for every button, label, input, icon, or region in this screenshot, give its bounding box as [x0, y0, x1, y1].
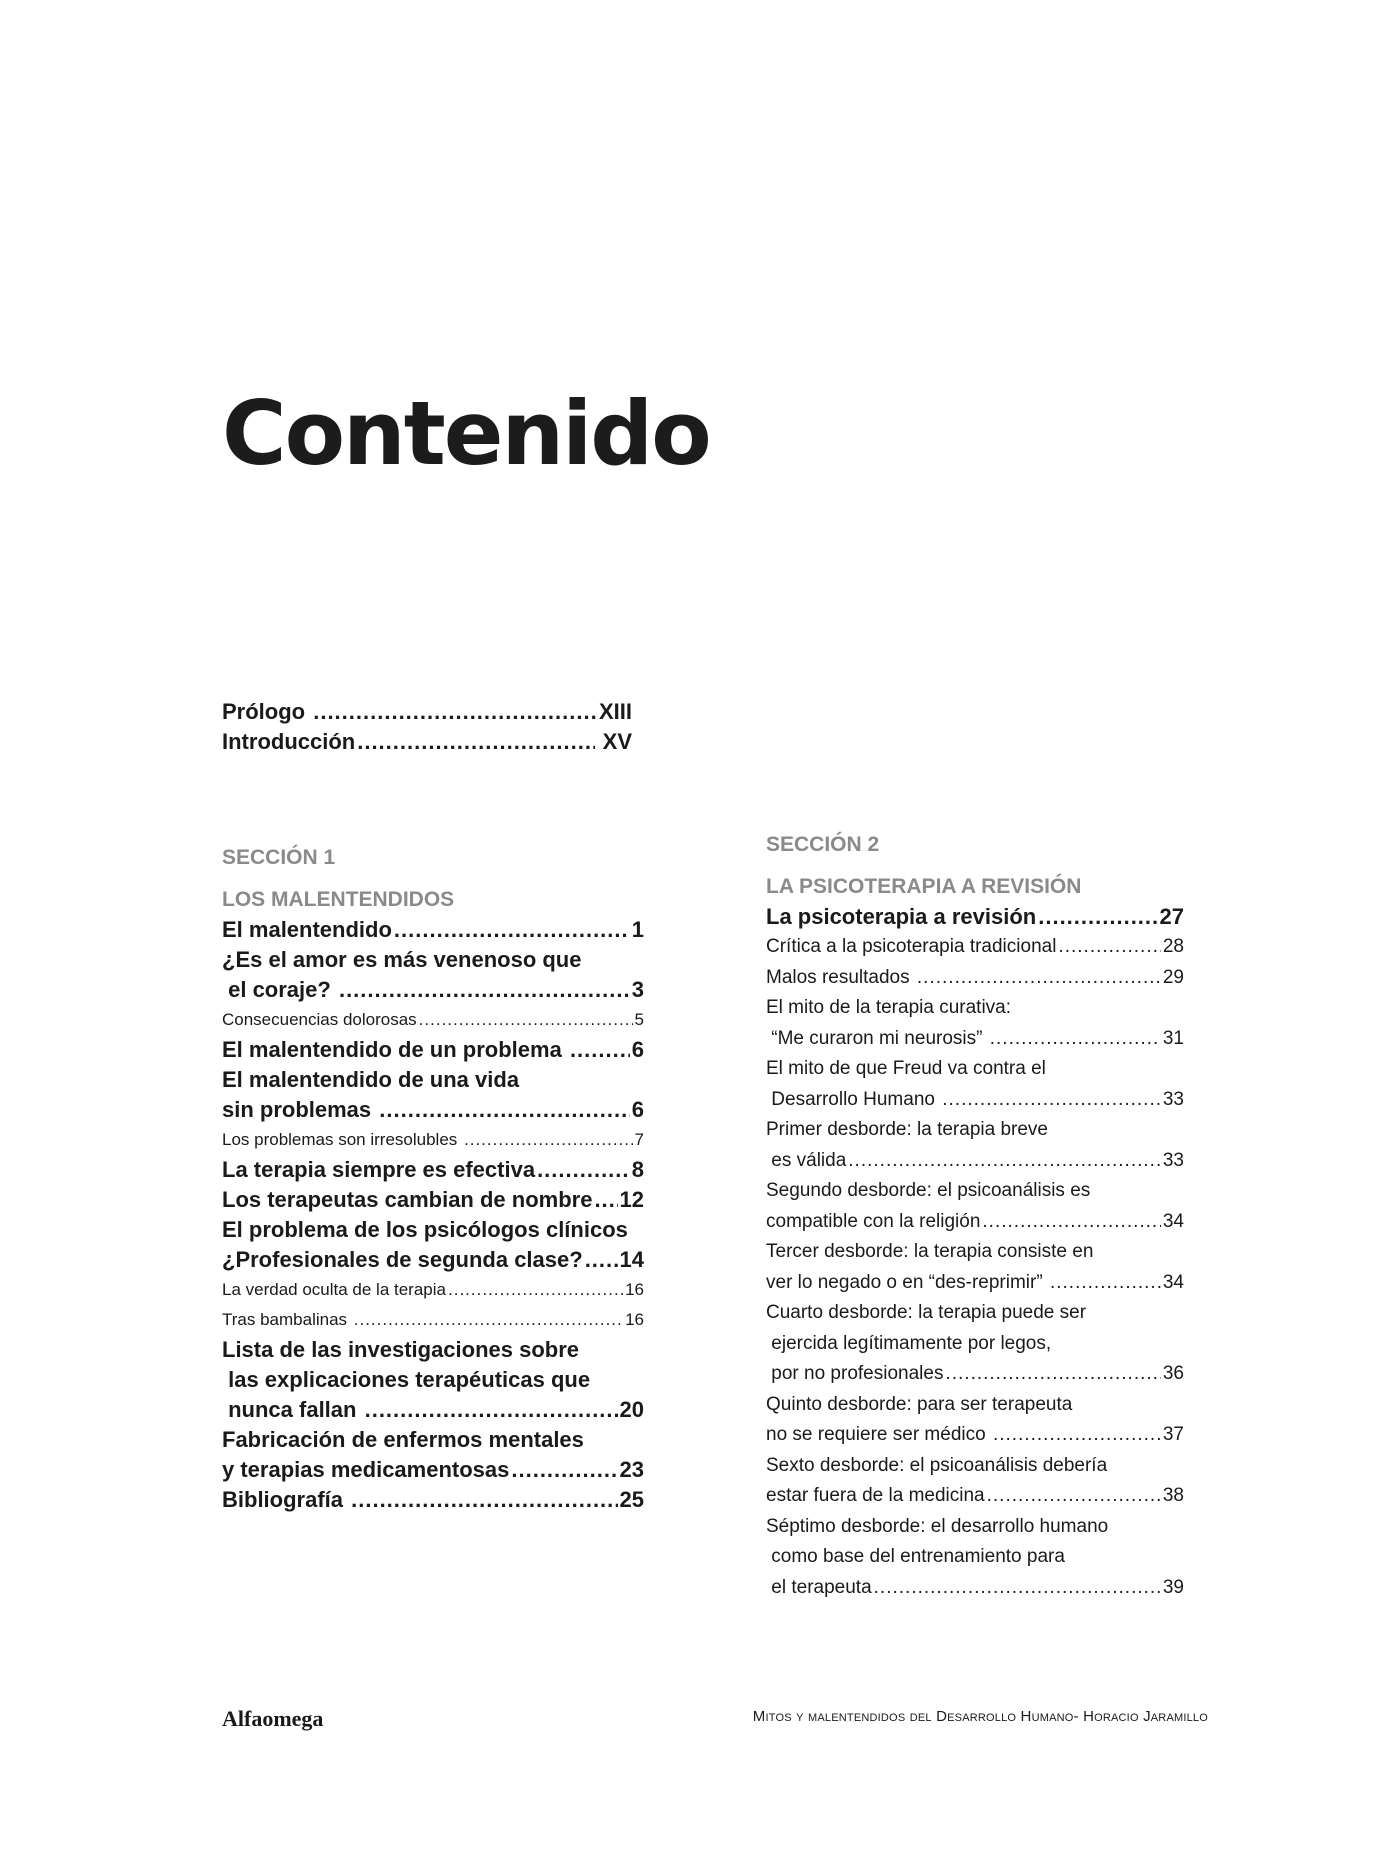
toc-entry-page: 33 — [1162, 1149, 1184, 1171]
toc-entry-page: 31 — [1162, 1027, 1184, 1049]
toc-entry-page: 8 — [631, 1157, 644, 1182]
toc-entry[interactable] — [222, 1005, 644, 1035]
section-1-entries — [222, 915, 644, 1515]
toc-entry[interactable] — [766, 1176, 1184, 1237]
toc-entry-page: 34 — [1162, 1271, 1184, 1293]
dot-leader — [993, 1420, 1161, 1451]
page-title: Contenido — [222, 382, 710, 485]
dot-leader — [339, 975, 630, 1005]
toc-entry[interactable] — [222, 1155, 644, 1185]
toc-entry-page: 25 — [619, 1487, 644, 1512]
toc-entry[interactable] — [766, 932, 1184, 963]
section-2-column — [766, 830, 1184, 1603]
toc-entry-line: El mito de que Freud va contra el — [766, 1058, 1046, 1079]
toc-entry-page: 39 — [1162, 1576, 1184, 1598]
toc-entry-line: Segundo desborde: el psicoanálisis es — [766, 1180, 1091, 1201]
section-number: SECCIÓN 1 — [222, 846, 336, 869]
toc-entry-title: el terapeuta — [766, 1576, 872, 1598]
toc-entry[interactable] — [222, 1065, 644, 1125]
toc-entry-title: Prólogo — [222, 699, 312, 724]
dot-leader — [379, 1095, 629, 1125]
toc-entry-title: Desarrollo Humano — [766, 1088, 941, 1110]
dot-leader — [354, 1305, 623, 1335]
toc-entry[interactable] — [222, 945, 644, 1005]
toc-entry-title: es válida — [766, 1149, 847, 1171]
toc-entry[interactable] — [766, 1390, 1184, 1451]
toc-entry-line: Fabricación de enfermos mentales — [222, 1427, 584, 1452]
toc-entry-page: 6 — [631, 1037, 644, 1062]
toc-entry-title: ¿Profesionales de segunda clase? — [222, 1247, 583, 1272]
toc-entry-line: Cuarto desborde: la terapia puede ser — [766, 1302, 1087, 1323]
toc-entry-title: Tras bambalinas — [222, 1310, 352, 1329]
toc-entry[interactable] — [222, 1215, 644, 1275]
toc-entry-title: compatible con la religión — [766, 1210, 981, 1232]
dot-leader — [1038, 902, 1157, 932]
dot-leader — [537, 1155, 630, 1185]
publisher-logo: Alfaomega — [222, 1706, 324, 1731]
toc-entry-line: Quinto desborde: para ser terapeuta — [766, 1393, 1073, 1415]
dot-leader — [394, 915, 630, 945]
dot-leader — [1050, 1268, 1161, 1299]
toc-entry-page: XV — [596, 729, 632, 754]
toc-entry-page: 27 — [1159, 904, 1184, 929]
toc-entry-title: “Me curaron mi neurosis” — [766, 1027, 988, 1049]
toc-entry-title: Introducción — [222, 729, 356, 754]
toc-entry-page: 34 — [1162, 1210, 1184, 1232]
dot-leader — [365, 1395, 618, 1425]
toc-entry-line: Lista de las investigaciones sobre — [222, 1337, 580, 1362]
toc-entry-prologo[interactable] — [222, 697, 632, 727]
toc-entry[interactable] — [766, 1054, 1184, 1115]
toc-entry-line: ¿Es el amor es más venenoso que — [222, 947, 582, 972]
toc-entry-page: XIII — [598, 699, 632, 724]
toc-entry[interactable] — [222, 1335, 644, 1425]
dot-leader — [419, 1005, 633, 1035]
toc-entry-title: sin problemas — [222, 1097, 378, 1122]
toc-entry[interactable] — [222, 1485, 644, 1515]
dot-leader — [990, 1024, 1161, 1055]
toc-entry-title: estar fuera de la medicina — [766, 1485, 985, 1506]
toc-entry-page: 6 — [631, 1097, 644, 1122]
toc-entry-page: 20 — [619, 1397, 644, 1422]
toc-entry-title: por no profesionales — [766, 1363, 944, 1384]
toc-entry[interactable] — [222, 1035, 644, 1065]
running-footer — [753, 1708, 1208, 1725]
toc-entry-page: 36 — [1162, 1363, 1184, 1384]
toc-entry-page: 5 — [634, 1010, 644, 1029]
toc-entry-title: Crítica a la psicoterapia tradicional — [766, 936, 1057, 957]
section-name: LOS MALENTENDIDOS — [222, 888, 455, 911]
toc-entry[interactable] — [766, 1451, 1184, 1512]
toc-entry[interactable] — [222, 915, 644, 945]
running-head-text: Mitos y malentendidos del Desarrollo Humano- Horacio Jaramillo — [752, 1708, 1208, 1725]
toc-entry-page: 37 — [1162, 1424, 1184, 1445]
dot-leader — [945, 1359, 1160, 1390]
toc-entry-page: 38 — [1162, 1485, 1184, 1506]
toc-entry-page: 29 — [1162, 966, 1184, 988]
toc-entry-page: 7 — [634, 1130, 644, 1149]
toc-entry-line: El malentendido de una vida — [222, 1067, 520, 1092]
toc-entry-title: El malentendido de un problema — [222, 1037, 568, 1062]
section-1-column — [222, 843, 644, 1515]
toc-entry-page: 12 — [619, 1187, 644, 1212]
dot-leader — [357, 727, 594, 757]
toc-entry-title: Los problemas son irresolubles — [222, 1130, 463, 1149]
toc-entry-introduccion[interactable] — [222, 727, 632, 757]
toc-entry-title: el coraje? — [222, 977, 337, 1002]
toc-entry-page: 28 — [1162, 936, 1184, 957]
toc-entry[interactable] — [766, 1298, 1184, 1390]
toc-entry-line: Primer desborde: la terapia breve — [766, 1119, 1048, 1140]
toc-entry-title: El malentendido — [222, 917, 392, 942]
toc-entry-line: El mito de la terapia curativa: — [766, 997, 1012, 1018]
dot-leader — [448, 1275, 623, 1305]
dot-leader — [874, 1573, 1161, 1604]
dot-leader — [942, 1085, 1161, 1116]
dot-leader — [351, 1485, 617, 1515]
toc-entry-page: 1 — [631, 917, 644, 942]
toc-entry-title: y terapias medicamentosas — [222, 1457, 510, 1482]
toc-entry[interactable] — [766, 993, 1184, 1054]
toc-entry-page: 16 — [625, 1310, 644, 1329]
dot-leader — [848, 1146, 1161, 1177]
dot-leader — [987, 1481, 1161, 1512]
toc-entry-title: Malos resultados — [766, 966, 915, 988]
dot-leader — [464, 1125, 633, 1155]
toc-entry[interactable] — [766, 963, 1184, 994]
toc-entry-title: Consecuencias dolorosas — [222, 1010, 417, 1029]
toc-entry-page: 14 — [619, 1247, 644, 1272]
toc-entry[interactable] — [222, 1125, 644, 1155]
dot-leader — [313, 697, 597, 727]
toc-entry-page: 23 — [619, 1457, 644, 1482]
toc-entry[interactable] — [766, 1115, 1184, 1176]
section-number: SECCIÓN 2 — [766, 833, 880, 856]
toc-entry[interactable] — [766, 902, 1184, 932]
front-matter-list — [222, 697, 632, 757]
toc-entry-title: La terapia siempre es efectiva — [222, 1157, 536, 1182]
toc-entry-title: Los terapeutas cambian de nombre — [222, 1187, 593, 1212]
dot-leader — [594, 1185, 617, 1215]
toc-entry-line: ejercida legítimamente por legos, — [766, 1332, 1052, 1354]
dot-leader — [570, 1035, 630, 1065]
toc-entry-line: Séptimo desborde: el desarrollo humano — [766, 1515, 1109, 1537]
toc-entry-title: La verdad oculta de la terapia — [222, 1280, 446, 1299]
toc-entry-title: nunca fallan — [222, 1397, 363, 1422]
toc-entry[interactable] — [766, 1512, 1184, 1604]
toc-entry-page: 33 — [1162, 1088, 1184, 1110]
toc-entry-page: 3 — [631, 977, 644, 1002]
dot-leader — [511, 1455, 617, 1485]
toc-entry-line: El problema de los psicólogos clínicos — [222, 1217, 628, 1242]
toc-entry[interactable] — [222, 1185, 644, 1215]
toc-entry[interactable] — [222, 1305, 644, 1335]
dot-leader — [982, 1207, 1160, 1238]
toc-entry-line: las explicaciones terapéuticas que — [222, 1367, 591, 1392]
toc-entry-title: La psicoterapia a revisión — [766, 904, 1037, 929]
dot-leader — [1058, 932, 1160, 963]
dot-leader — [917, 963, 1161, 994]
toc-entry-page: 16 — [625, 1280, 644, 1299]
toc-entry[interactable] — [222, 1275, 644, 1305]
section-2-entries — [766, 902, 1184, 1603]
toc-entry-line: como base del entrenamiento para — [766, 1546, 1065, 1567]
toc-entry[interactable] — [766, 1237, 1184, 1298]
toc-entry[interactable] — [222, 1425, 644, 1485]
section-name: LA PSICOTERAPIA A REVISIÓN — [766, 875, 1082, 898]
toc-entry-title: Bibliografía — [222, 1487, 350, 1512]
dot-leader — [585, 1245, 618, 1275]
toc-entry-title: ver lo negado o en “des-reprimir” — [766, 1271, 1048, 1293]
toc-entry-title: no se requiere ser médico — [766, 1424, 991, 1445]
toc-entry-line: Sexto desborde: el psicoanálisis debería — [766, 1454, 1108, 1476]
toc-entry-line: Tercer desborde: la terapia consiste en — [766, 1241, 1094, 1262]
